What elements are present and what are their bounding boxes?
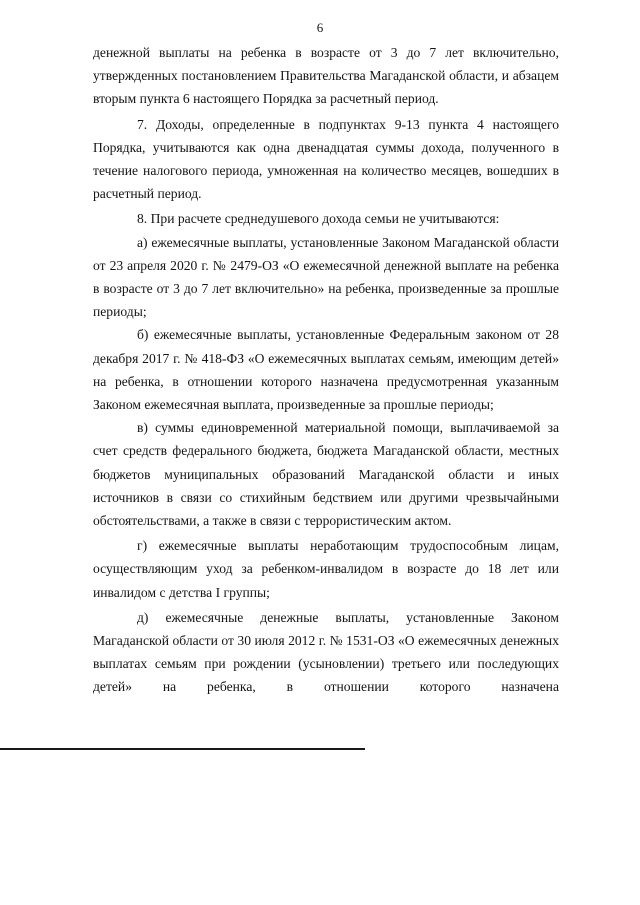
page-number: 6 [316, 20, 324, 35]
item-b: б) ежемесячные выплаты, установленные Федеральным законом от 28 декабря 2017 г. № 418-ФЗ «О ежемесячных выплатах семьям, имеющим детей» на ребенка, в отношении которого назначена предусмотренная указанным Законом ежемесячная выплата, произведенные за прошлые периоды; [93, 327, 559, 413]
paragraph-continuation: денежной выплаты на ребенка в возрасте от 3 до 7 лет включительно, утвержденных постановлением Правительства Магаданской области, и абзацем вторым пункта 6 настоящего Порядка за расчетный период. [93, 45, 559, 107]
footnote-separator-line [0, 748, 365, 750]
item-g: г) ежемесячные выплаты неработающим трудоспособным лицам, осуществляющим уход за ребенком-инвалидом в возрасте до 18 лет или инвалидом с детства I группы; [93, 538, 559, 600]
paragraph-8: 8. При расчете среднедушевого дохода семьи не учитываются: [137, 211, 500, 227]
item-v: в) суммы единовременной материальной помощи, выплачиваемой за счет средств федерального бюджета, бюджета Магаданской области, местных бюджетов муниципальных образований Магаданской области и иных источников в связи со стихийным бедствием или другими чрезвычайными обстоятельствами, а также в связи с террористическим актом. [93, 420, 559, 529]
item-d: д) ежемесячные денежные выплаты, установленные Законом Магаданской области от 30 июля 2012 г. № 1531-ОЗ «О ежемесячных денежных выплатах семьям при рождении (усыновлении) третьего или последующих детей» на ребенка, в отношении которого назначена [93, 609, 559, 695]
item-a: а) ежемесячные выплаты, установленные Законом Магаданской области от 23 апреля 2020 г. № 2479-ОЗ «О ежемесячной денежной выплате на ребенка в возрасте от 3 до 7 лет включительно» на ребенка, произведенные за прошлые периоды; [93, 234, 559, 320]
document-body [93, 41, 559, 699]
paragraph-7: 7. Доходы, определенные в подпунктах 9-13 пункта 4 настоящего Порядка, учитываются как одна двенадцатая суммы дохода, полученного в течение налогового периода, умноженная на количество месяцев, вошедших в расчетный период. [93, 116, 559, 202]
